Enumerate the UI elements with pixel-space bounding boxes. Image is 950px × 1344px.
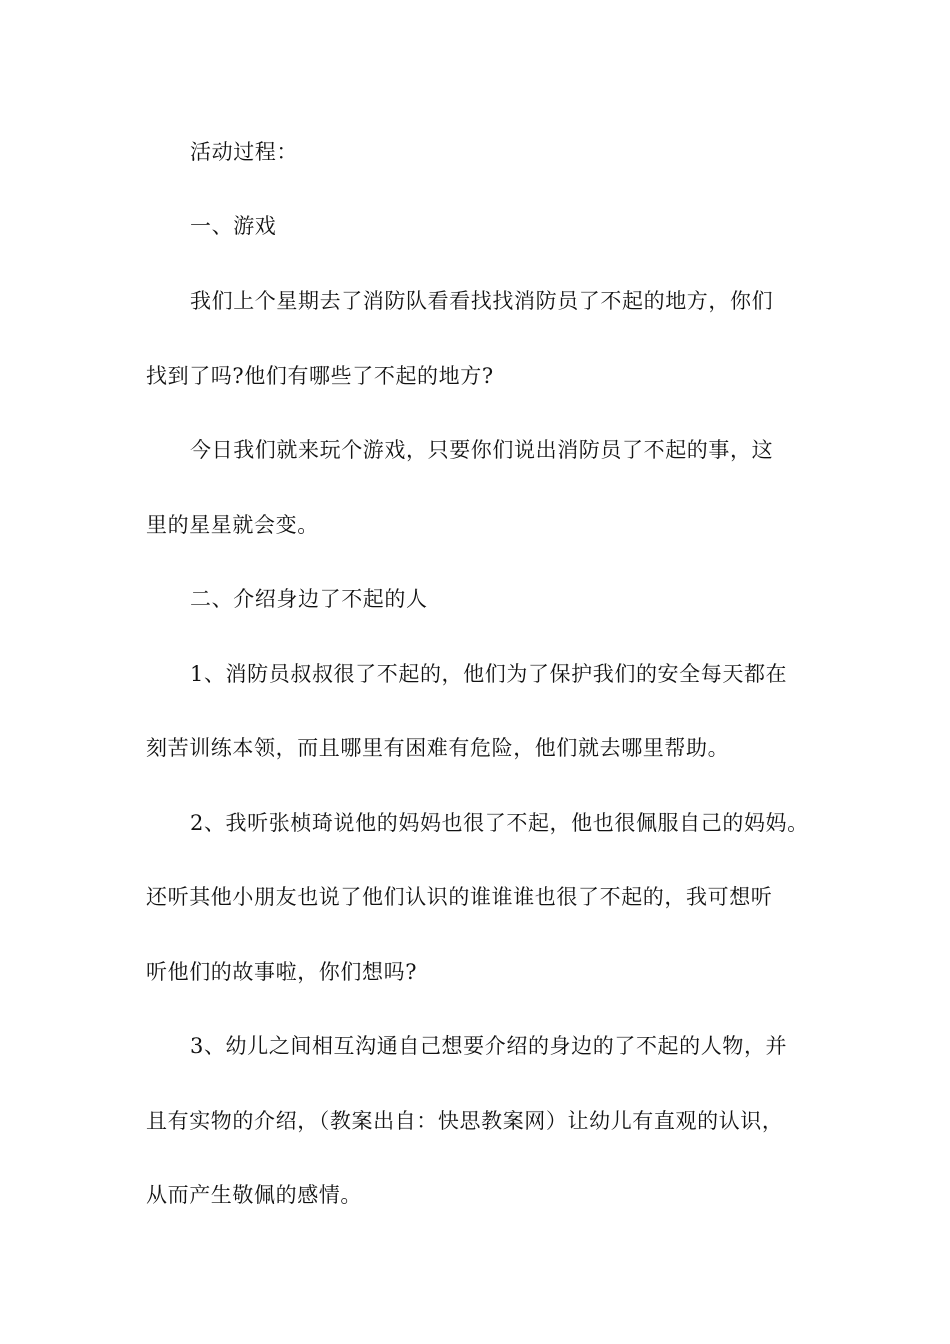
paragraph-line: 听他们的故事啦，你们想吗? (146, 960, 418, 984)
paragraph-line: 从而产生敬佩的感情。 (146, 1183, 362, 1207)
paragraph-line: 还听其他小朋友也说了他们认识的谁谁谁也很了不起的，我可想听 (146, 885, 773, 909)
subheading-introduce-people: 二、介绍身边了不起的人 (190, 587, 428, 611)
paragraph-line: 1、消防员叔叔很了不起的，他们为了保护我们的安全每天都在 (190, 662, 788, 686)
paragraph-line: 里的星星就会变。 (146, 513, 319, 537)
subheading-game: 一、游戏 (190, 214, 277, 238)
paragraph-line: 我们上个星期去了消防队看看找找消防员了不起的地方，你们 (190, 289, 774, 313)
section-heading-activity-process: 活动过程： (190, 140, 298, 164)
paragraph-line: 且有实物的介绍，（教案出自：快思教案网）让幼儿有直观的认识， (146, 1109, 784, 1133)
paragraph-line: 找到了吗?他们有哪些了不起的地方? (146, 364, 494, 388)
paragraph-line: 2、我听张桢琦说他的妈妈也很了不起，他也很佩服自己的妈妈。 (190, 811, 809, 835)
paragraph-line: 3、幼儿之间相互沟通自己想要介绍的身边的了不起的人物，并 (190, 1034, 788, 1058)
paragraph-line: 刻苦训练本领，而且哪里有困难有危险，他们就去哪里帮助。 (146, 736, 730, 760)
paragraph-line: 今日我们就来玩个游戏，只要你们说出消防员了不起的事，这 (190, 438, 774, 462)
